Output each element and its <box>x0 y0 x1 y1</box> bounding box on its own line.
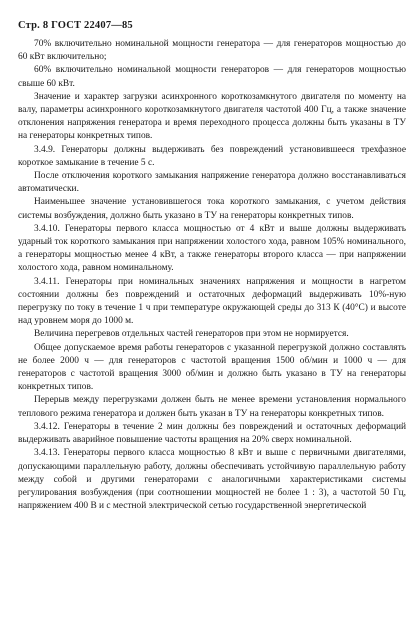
paragraph: 3.4.13. Генераторы первого класса мощностью 8 кВт и выше с первичными двигателями, допускающими параллельную работу, должны обеспечивать устойчивую параллельную работу между собой и другими генераторами с аналогичными характеристиками системы регулирования возбуждения (при соотношении мощностей не более 1 : 3), а частотой 50 Гц, напряжением 400 В и с местной электрической сетью государственной энергетической <box>18 448 406 512</box>
page-header: Стр. 8 ГОСТ 22407—85 <box>18 20 133 31</box>
paragraph: 3.4.10. Генераторы первого класса мощностью от 4 кВт и выше должны выдерживать ударный ток короткого замыкания при напряжении холостого хода, равном 105% номинального, а генераторы мощностью менее 4 кВт, а также генераторы второго класса — при напряжении холостого хода, равном номинальному. <box>18 223 406 274</box>
paragraph: 70% включительно номинальной мощности генератора — для генераторов мощностью до 60 кВт включительно; <box>18 39 406 63</box>
paragraph: Наименьшее значение установившегося тока короткого замыкания, с учетом действия системы возбуждения, должно быть указано в ТУ на генераторы конкретных типов. <box>18 197 406 221</box>
paragraph: Общее допускаемое время работы генераторов с указанной перегрузкой должно составлять не более 2000 ч — для генераторов с частотой вращения 1500 об/мин и 1000 ч — для генераторов с частотой вращения 3000 об/мин и должно быть указано в ТУ на генераторы конкретных типов. <box>18 342 406 393</box>
paragraph: 3.4.11. Генераторы при номинальных значениях напряжения и мощности в нагретом состоянии должны без повреждений и остаточных деформаций выдерживать 10%-ную перегрузку по току в течение 1 ч при температуре окружающей среды до 313 К (40°С) и высоте над уровнем моря до 1000 м. <box>18 276 406 327</box>
paragraph: Перерыв между перегрузками должен быть не менее времени установления нормального теплового режима генератора и должен быть указан в ТУ на генераторы конкретных типов. <box>18 395 406 419</box>
paragraph: Величина перегревов отдельных частей генераторов при этом не нормируется. <box>34 329 349 340</box>
paragraph: Значение и характер загрузки асинхронного короткозамкнутого двигателя по моменту на валу, параметры асинхронного короткозамкнутого двигателя частотой 400 Гц, а также значение отклонения напряжения генератора и время переходного процесса должны быть указаны в ТУ на генераторы конкретных типов. <box>18 91 406 142</box>
document-body <box>18 38 406 513</box>
paragraph: 3.4.9. Генераторы должны выдерживать без повреждений установившееся трехфазное короткое замыкание в течение 5 с. <box>18 144 406 168</box>
paragraph: После отключения короткого замыкания напряжение генератора должно восстанавливаться автоматически. <box>18 171 406 195</box>
paragraph: 60% включительно номинальной мощности генераторов — для генераторов мощностью свыше 60 кВт. <box>18 65 406 89</box>
paragraph: 3.4.12. Генераторы в течение 2 мин должны без повреждений и остаточных деформаций выдерживать аварийное повышение частоты вращения на 20% сверх номинальной. <box>18 421 406 446</box>
